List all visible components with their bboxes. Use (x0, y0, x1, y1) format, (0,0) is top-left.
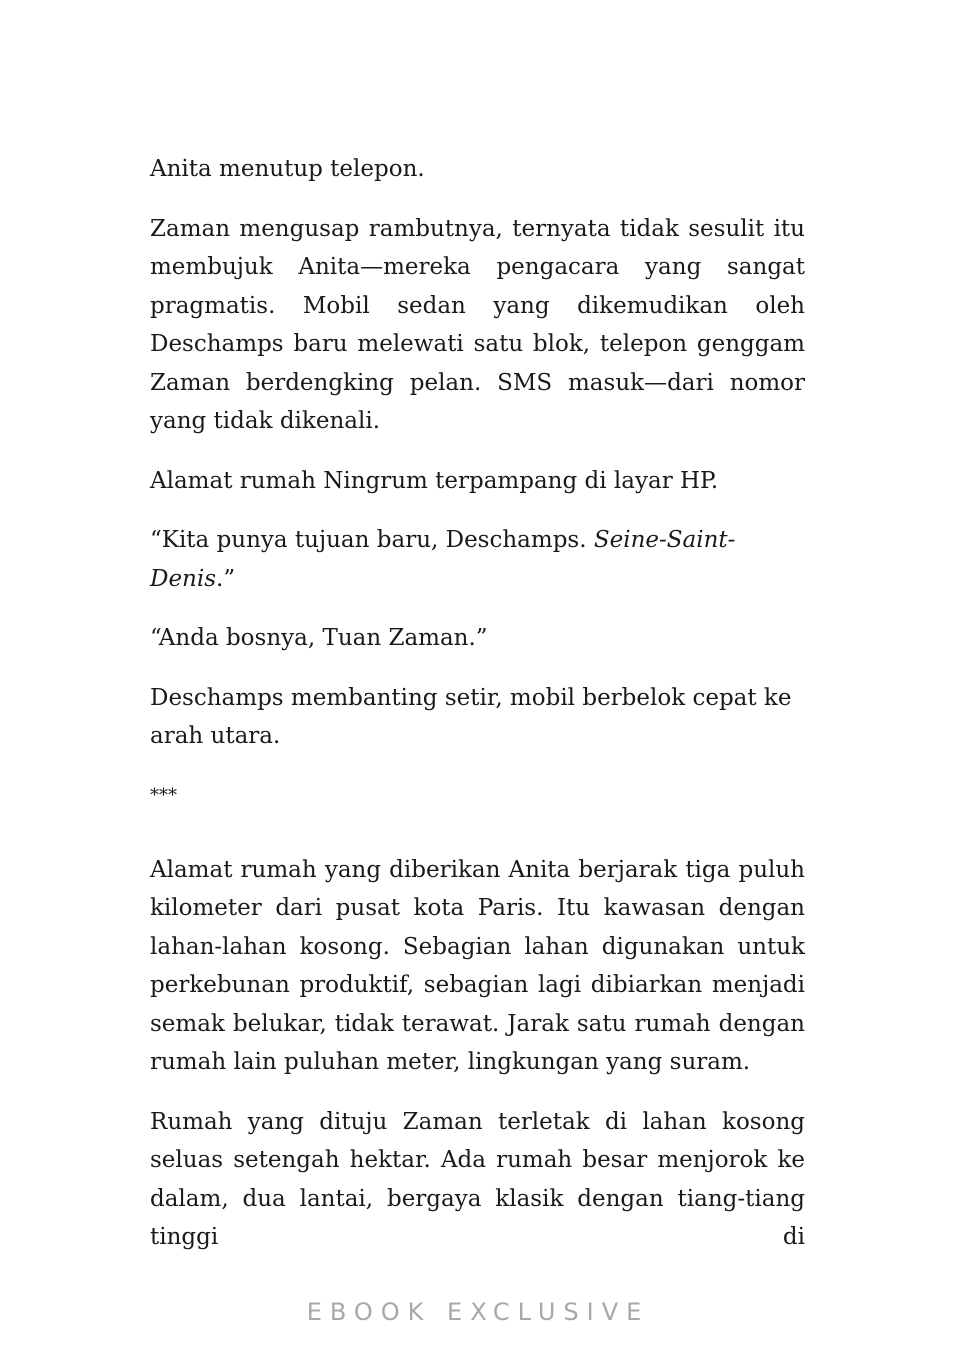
paragraph: Zaman mengusap rambutnya, ternyata tidak sesulit itu membujuk Anita—mereka pengacara yang sangat pragmatis. Mobil sedan yang dikemudikan oleh Deschamps baru melewati satu blok, telepon genggam Zaman berdengking pelan. SMS masuk—dari nomor yang tidak dikenali. (150, 215, 805, 434)
paragraph: Rumah yang dituju Zaman terletak di lahan kosong seluas setengah hektar. Ada rumah besar menjorok ke dalam, dua lantai, bergaya klasik dengan tiang-tiang tinggi di (150, 1108, 805, 1250)
dialogue-paragraph (150, 521, 805, 598)
dialogue-text: “Kita punya tujuan baru, Deschamps. (150, 527, 594, 553)
place-name-italic: Seine-Saint-Denis (150, 527, 736, 592)
paragraph: Alamat rumah yang diberikan Anita berjarak tiga puluh kilometer dari pusat kota Paris. Itu kawasan dengan lahan-lahan kosong. Sebagian lahan digunakan untuk perkebunan produktif, sebagian lagi dibiarkan menjadi semak belukar, tidak terawat. Jarak satu rumah dengan rumah lain puluhan meter, lingkungan yang suram. (150, 856, 805, 1075)
paragraph: Alamat rumah Ningrum terpampang di layar HP. (150, 467, 719, 494)
paragraph: “Anda bosnya, Tuan Zaman.” (150, 625, 488, 651)
page-body (150, 150, 805, 1278)
footer-watermark: EBOOK EXCLUSIVE (306, 1298, 650, 1326)
paragraph: Anita menutup telepon. (150, 156, 425, 182)
scene-separator: *** (150, 784, 177, 806)
paragraph: Deschamps membanting setir, mobil berbelok cepat ke arah utara. (150, 684, 792, 749)
dialogue-text-end: .” (216, 565, 236, 592)
